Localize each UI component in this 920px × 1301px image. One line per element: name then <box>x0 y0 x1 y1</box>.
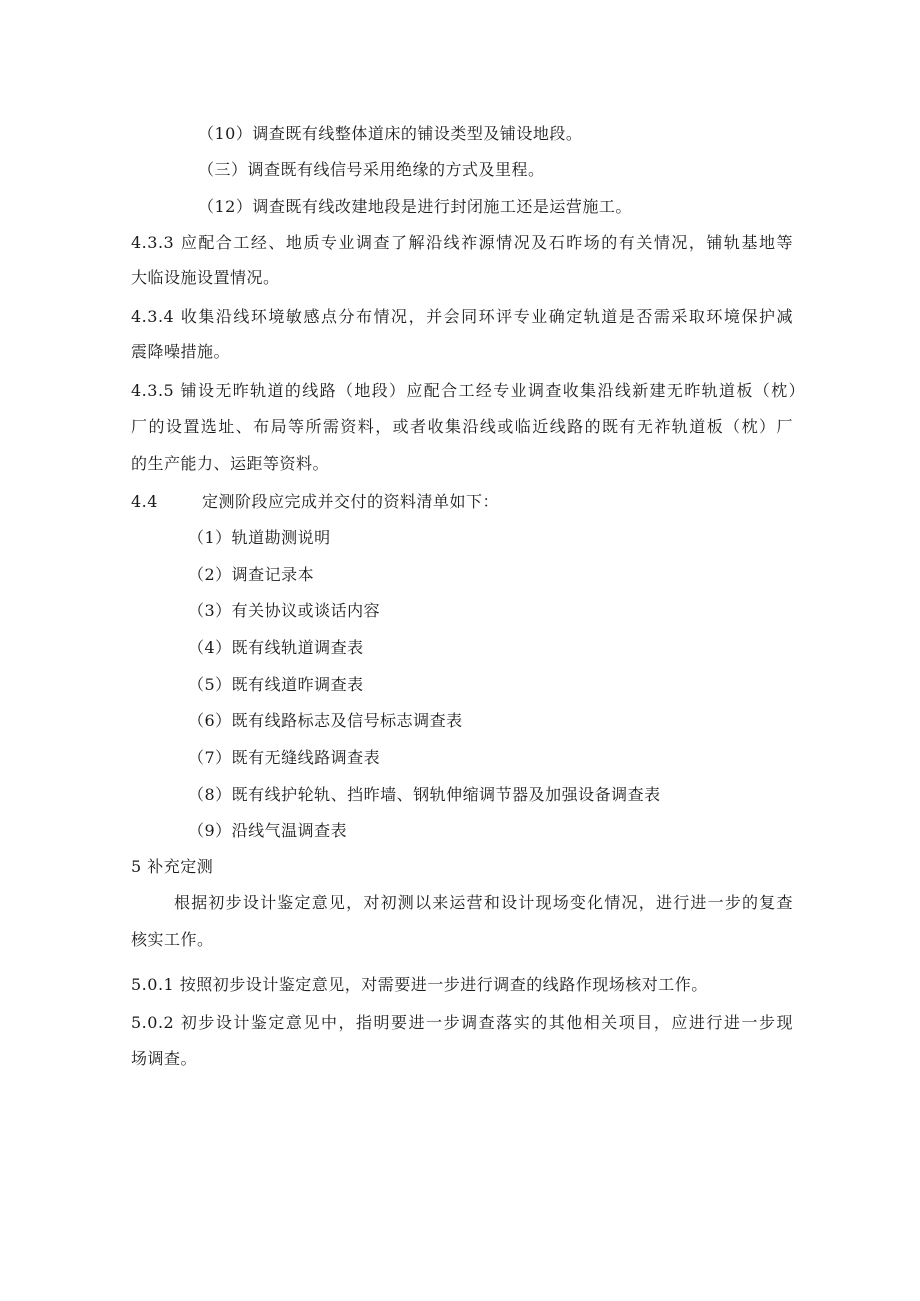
section-4-3-5-line3: 的生产能力、运距等资料。 <box>131 454 330 473</box>
section-5-heading: 5 补充定测 <box>131 857 214 876</box>
section-4-3-4-line2: 震降噪措施。 <box>131 342 231 361</box>
deliverable-item-3: （3）有关协议或谈话内容 <box>188 601 381 620</box>
section-4-3-3-line1: 4.3.3 应配合工经、地质专业调查了解沿线祚源情况及石昨场的有关情况，铺轨基地等 <box>131 233 793 252</box>
section-4-3-4-line1: 4.3.4 收集沿线环境敏感点分布情况，并会同环评专业确定轨道是否需采取环境保护减 <box>131 307 793 326</box>
deliverable-item-7: （7）既有无缝线路调查表 <box>188 748 381 767</box>
deliverable-item-9: （9）沿线气温调查表 <box>188 821 348 840</box>
list-item-11: （三）调查既有线信号采用绝缘的方式及里程。 <box>198 160 545 179</box>
section-4-4-number: 4.4 <box>131 492 158 511</box>
section-5-0-1-line1: 5.0.1 按照初步设计鉴定意见，对需要进一步进行调查的线路作现场核对工作。 <box>131 975 708 994</box>
list-item-10: （10）调查既有线整体道床的铺设类型及铺设地段。 <box>198 124 583 143</box>
list-item-12: （12）调查既有线改建地段是进行封闭施工还是运营施工。 <box>198 197 632 216</box>
section-5-0-2-line1: 5.0.2 初步设计鉴定意见中，指明要进一步调查落实的其他相关项目，应进行进一步现 <box>131 1013 793 1032</box>
section-4-3-5-line1: 4.3.5 铺设无昨轨道的线路（地段）应配合工经专业调查收集沿线新建无昨轨道板（枕） <box>131 381 805 400</box>
section-5-0-2-line2: 场调查。 <box>131 1049 198 1068</box>
deliverable-item-2: （2）调查记录本 <box>188 565 315 584</box>
section-5-paragraph-line1: 根据初步设计鉴定意见，对初测以来运营和设计现场变化情况，进行进一步的复查 <box>174 893 793 912</box>
deliverable-item-5: （5）既有线道昨调查表 <box>188 675 364 694</box>
deliverable-item-4: （4）既有线轨道调查表 <box>188 638 364 657</box>
section-4-3-5-line2: 厂的设置选址、布局等所需资料，或者收集沿线或临近线路的既有无祚轨道板（枕）厂 <box>131 417 793 436</box>
section-4-3-3-line2: 大临设施设置情况。 <box>131 268 280 287</box>
deliverable-item-1: （1）轨道勘测说明 <box>188 528 331 547</box>
deliverable-item-8: （8）既有线护轮轨、挡昨墙、钢轨伸缩调节器及加强设备调查表 <box>188 785 661 804</box>
section-4-4-text: 定测阶段应完成并交付的资料清单如下： <box>202 492 500 511</box>
deliverable-item-6: （6）既有线路标志及信号标志调查表 <box>188 711 463 730</box>
section-5-paragraph-line2: 核实工作。 <box>131 930 214 949</box>
